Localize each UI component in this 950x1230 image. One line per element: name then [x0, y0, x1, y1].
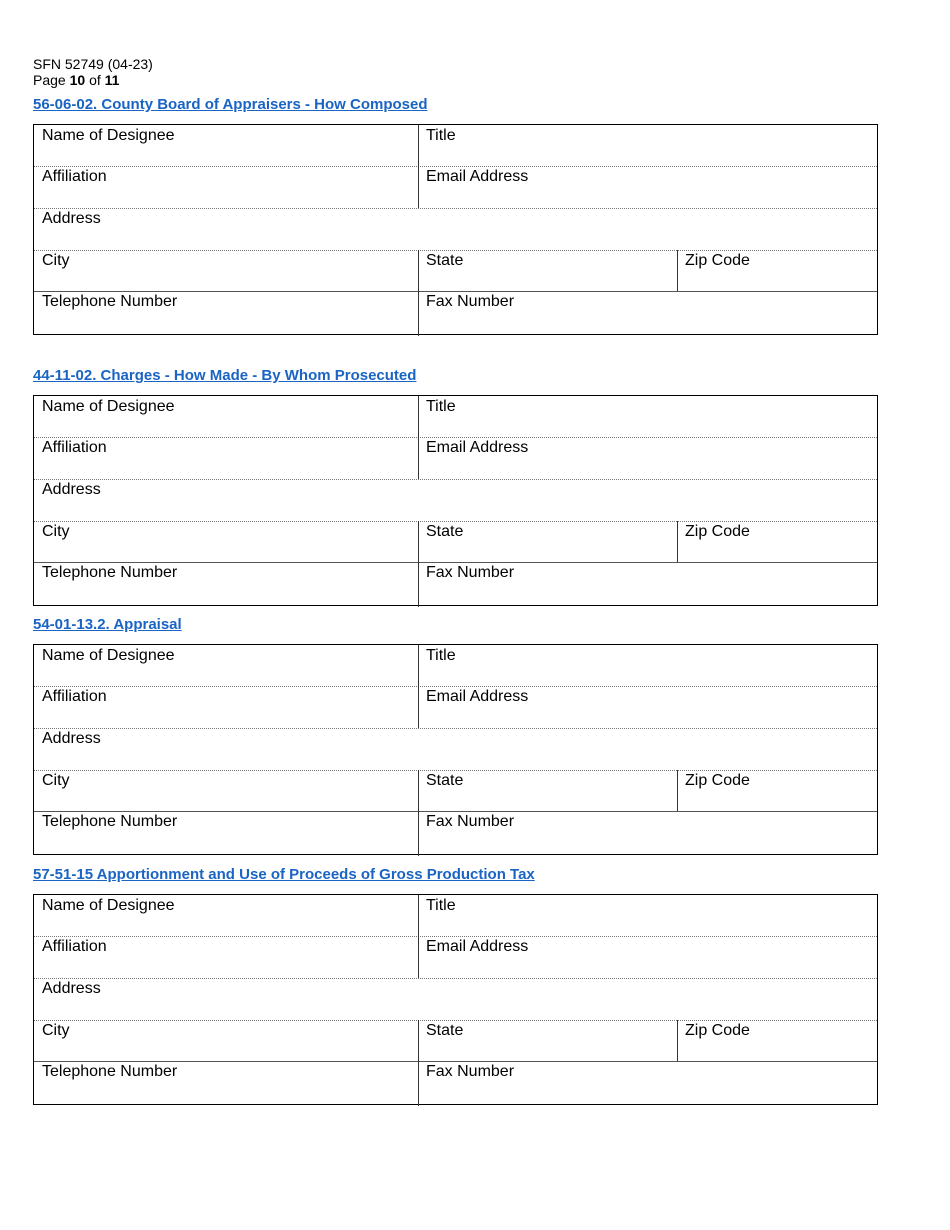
title-label: Title	[426, 127, 456, 144]
email-field[interactable]	[418, 166, 879, 208]
email-field[interactable]	[418, 437, 879, 479]
zip-label: Zip Code	[685, 523, 750, 540]
affiliation-label: Affiliation	[42, 439, 107, 456]
fax-label: Fax Number	[426, 564, 515, 581]
state-label: State	[426, 523, 464, 540]
affiliation-field[interactable]	[34, 936, 418, 978]
address-field[interactable]	[34, 479, 879, 521]
telephone-label: Telephone Number	[42, 813, 178, 830]
telephone-field[interactable]	[34, 811, 418, 856]
zip-field[interactable]	[677, 521, 879, 562]
telephone-label: Telephone Number	[42, 1063, 178, 1080]
city-field[interactable]	[34, 770, 418, 811]
name-field[interactable]	[34, 645, 418, 686]
name-label: Name of Designee	[42, 897, 175, 914]
title-label: Title	[426, 647, 456, 664]
state-field[interactable]	[418, 1020, 677, 1061]
fax-field[interactable]	[418, 1061, 879, 1106]
telephone-label: Telephone Number	[42, 293, 178, 310]
zip-field[interactable]	[677, 1020, 879, 1061]
state-label: State	[426, 1022, 464, 1039]
affiliation-label: Affiliation	[42, 688, 107, 705]
page-total: 11	[104, 72, 120, 88]
fax-field[interactable]	[418, 562, 879, 607]
section-link-charges-prosecuted[interactable]: 44-11-02. Charges - How Made - By Whom Prosecuted	[33, 367, 417, 384]
section-link-appraisal[interactable]: 54-01-13.2. Appraisal	[33, 616, 182, 633]
title-field[interactable]	[418, 125, 879, 166]
address-field[interactable]	[34, 728, 879, 770]
email-label: Email Address	[426, 439, 529, 456]
zip-label: Zip Code	[685, 252, 750, 269]
state-field[interactable]	[418, 250, 677, 291]
state-label: State	[426, 772, 464, 789]
address-label: Address	[42, 481, 101, 498]
email-field[interactable]	[418, 686, 879, 728]
city-field[interactable]	[34, 521, 418, 562]
designee-form-charges-prosecuted	[33, 395, 878, 606]
city-field[interactable]	[34, 1020, 418, 1061]
affiliation-label: Affiliation	[42, 168, 107, 185]
name-label: Name of Designee	[42, 398, 175, 415]
page-indicator	[33, 72, 153, 88]
city-label: City	[42, 252, 70, 269]
affiliation-label: Affiliation	[42, 938, 107, 955]
title-label: Title	[426, 897, 456, 914]
city-label: City	[42, 1022, 70, 1039]
telephone-field[interactable]	[34, 291, 418, 336]
page-prefix: Page	[33, 72, 66, 88]
designee-form-appraisal	[33, 644, 878, 855]
email-field[interactable]	[418, 936, 879, 978]
email-label: Email Address	[426, 168, 529, 185]
city-label: City	[42, 523, 70, 540]
city-label: City	[42, 772, 70, 789]
zip-label: Zip Code	[685, 1022, 750, 1039]
email-label: Email Address	[426, 938, 529, 955]
address-field[interactable]	[34, 208, 879, 250]
address-field[interactable]	[34, 978, 879, 1020]
form-header	[33, 56, 153, 88]
page-of: of	[89, 72, 101, 88]
address-label: Address	[42, 730, 101, 747]
fax-label: Fax Number	[426, 293, 515, 310]
affiliation-field[interactable]	[34, 437, 418, 479]
fax-field[interactable]	[418, 811, 879, 856]
address-label: Address	[42, 980, 101, 997]
title-field[interactable]	[418, 396, 879, 437]
title-field[interactable]	[418, 895, 879, 936]
name-field[interactable]	[34, 895, 418, 936]
page-number: 10	[69, 72, 86, 88]
telephone-field[interactable]	[34, 1061, 418, 1106]
form-id: SFN 52749 (04-23)	[33, 56, 153, 72]
fax-field[interactable]	[418, 291, 879, 336]
telephone-field[interactable]	[34, 562, 418, 607]
city-field[interactable]	[34, 250, 418, 291]
email-label: Email Address	[426, 688, 529, 705]
state-label: State	[426, 252, 464, 269]
designee-form-county-board-of-appraisers	[33, 124, 878, 335]
fax-label: Fax Number	[426, 813, 515, 830]
name-label: Name of Designee	[42, 127, 175, 144]
name-field[interactable]	[34, 396, 418, 437]
name-label: Name of Designee	[42, 647, 175, 664]
designee-form-gross-production-tax	[33, 894, 878, 1105]
telephone-label: Telephone Number	[42, 564, 178, 581]
zip-field[interactable]	[677, 770, 879, 811]
fax-label: Fax Number	[426, 1063, 515, 1080]
title-field[interactable]	[418, 645, 879, 686]
address-label: Address	[42, 210, 101, 227]
state-field[interactable]	[418, 770, 677, 811]
section-link-gross-production-tax[interactable]: 57-51-15 Apportionment and Use of Proceeds of Gross Production Tax	[33, 866, 535, 883]
affiliation-field[interactable]	[34, 166, 418, 208]
state-field[interactable]	[418, 521, 677, 562]
zip-label: Zip Code	[685, 772, 750, 789]
section-link-county-board-of-appraisers[interactable]: 56-06-02. County Board of Appraisers - How Composed	[33, 96, 428, 113]
affiliation-field[interactable]	[34, 686, 418, 728]
name-field[interactable]	[34, 125, 418, 166]
title-label: Title	[426, 398, 456, 415]
zip-field[interactable]	[677, 250, 879, 291]
